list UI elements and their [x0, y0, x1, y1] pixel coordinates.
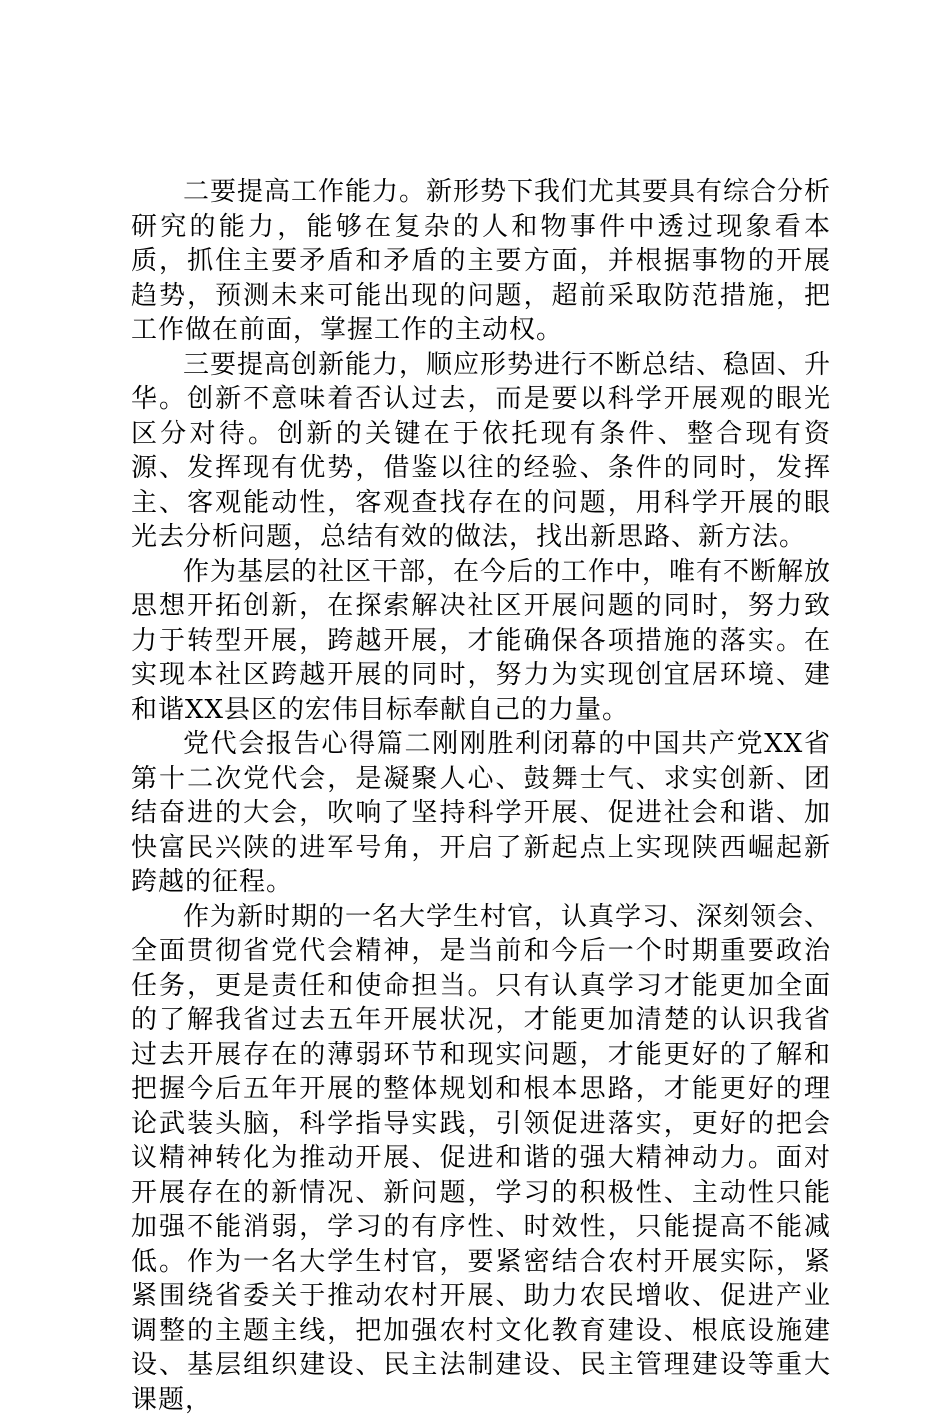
document-body [131, 175, 831, 1417]
paragraph-work-ability: 二要提高工作能力。新形势下我们尤其要具有综合分析研究的能力，能够在复杂的人和物事件中透过现象看本质，抓住主要矛盾和矛盾的主要方面，并根据事物的开展趋势，预测未来可能出现的问题，超前采取防范措施，把工作做在前面，掌握工作的主动权。 [131, 175, 831, 348]
paragraph-innovation-ability: 三要提高创新能力，顺应形势进行不断总结、稳固、升华。创新不意味着否认过去，而是要以科学开展观的眼光区分对待。创新的关键在于依托现有条件、整合现有资源、发挥现有优势，借鉴以往的经验、条件的同时，发挥主、客观能动性，客观查找存在的问题，用科学开展的眼光去分析问题，总结有效的做法，找出新思路、新方法。 [131, 348, 831, 555]
paragraph-report-part-two: 党代会报告心得篇二刚刚胜利闭幕的中国共产党XX省第十二次党代会，是凝聚人心、鼓舞士气、求实创新、团结奋进的大会，吹响了坚持科学开展、促进社会和谐、加快富民兴陕的进军号角，开启了新起点上实现陕西崛起新跨越的征程。 [131, 727, 831, 900]
paragraph-village-official: 作为新时期的一名大学生村官，认真学习、深刻领会、全面贯彻省党代会精神，是当前和今后一个时期重要政治任务，更是责任和使命担当。只有认真学习才能更加全面的了解我省过去五年开展状况，才能更加清楚的认识我省过去开展存在的薄弱环节和现实问题，才能更好的了解和把握今后五年开展的整体规划和根本思路，才能更好的理论武装头脑，科学指导实践，引领促进落实，更好的把会议精神转化为推动开展、促进和谐的强大精神动力。面对开展存在的新情况、新问题，学习的积极性、主动性只能加强不能消弱，学习的有序性、时效性，只能提高不能减低。作为一名大学生村官，要紧密结合农村开展实际，紧紧围绕省委关于推动农村开展、助力农民增收、促进产业调整的主题主线，把加强农村文化教育建设、根底设施建设、基层组织建设、民主法制建设、民主管理建设等重大课题， [131, 900, 831, 1417]
paragraph-community-cadre: 作为基层的社区干部，在今后的工作中，唯有不断解放思想开拓创新，在探索解决社区开展问题的同时，努力致力于转型开展，跨越开展，才能确保各项措施的落实。在实现本社区跨越开展的同时，努力为实现创宜居环境、建和谐XX县区的宏伟目标奉献自己的力量。 [131, 555, 831, 728]
